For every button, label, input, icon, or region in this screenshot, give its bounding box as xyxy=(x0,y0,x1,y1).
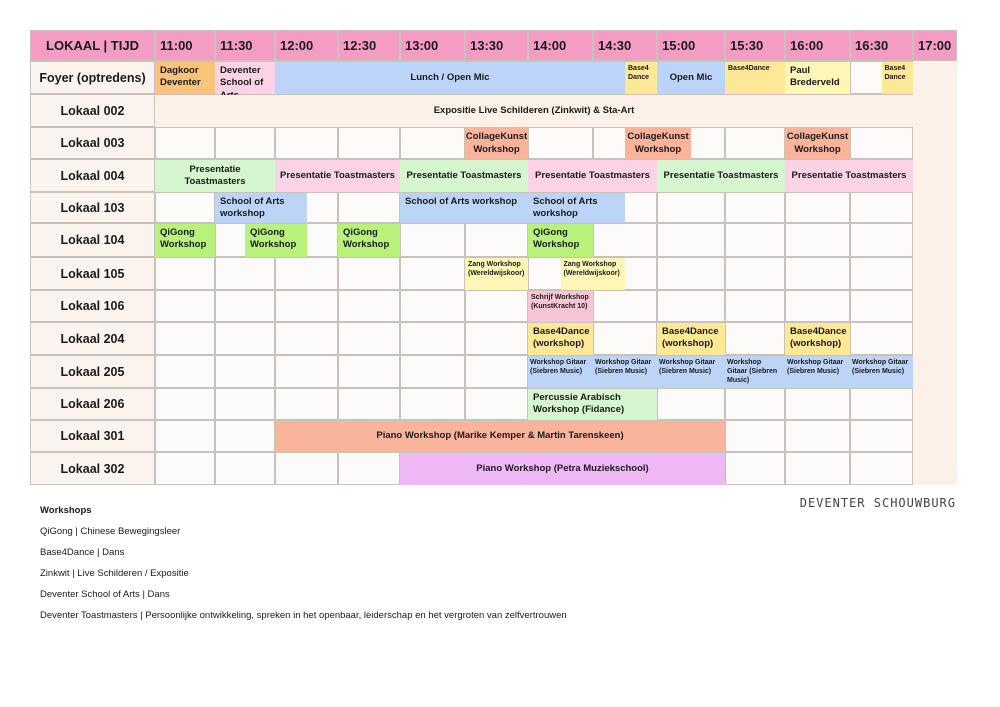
room-label: Lokaal 205 xyxy=(30,355,155,388)
event-block: Presentatie Toastmasters xyxy=(400,160,528,192)
grid-cell xyxy=(400,388,465,420)
event-block: Workshop Gitaar (Siebren Music) xyxy=(657,356,725,388)
grid-cell xyxy=(657,290,725,322)
room-label: Lokaal 004 xyxy=(30,159,155,192)
grid-cell xyxy=(850,127,913,159)
header-time: 12:30 xyxy=(338,30,400,61)
event-block: School of Arts workshop xyxy=(400,193,528,223)
room-label: Lokaal 301 xyxy=(30,420,155,452)
header-time: 13:00 xyxy=(400,30,465,61)
event-block: Workshop Gitaar (Siebren Music) xyxy=(528,356,593,388)
event-block: Workshop Gitaar (Siebren Music) xyxy=(850,356,913,388)
event-block: Percussie Arabisch Workshop (Fidance) xyxy=(528,389,657,420)
grid-cell xyxy=(338,452,400,485)
grid-cell xyxy=(785,388,850,420)
event-block: School of Arts workshop xyxy=(528,193,625,223)
event-block: Schrijf Workshop (KunstKracht 10) xyxy=(528,291,593,322)
event-block: Base4Dance (workshop) xyxy=(785,323,850,355)
legend-item-base4dance: Base4Dance | Dans xyxy=(40,547,125,558)
event-block: Lunch / Open Mic xyxy=(275,62,625,94)
grid-cell xyxy=(785,192,850,223)
grid-cell xyxy=(215,257,275,290)
event-block: CollageKunst Workshop xyxy=(785,128,850,159)
grid-cell xyxy=(657,257,725,290)
grid-cell xyxy=(785,452,850,485)
grid-cell xyxy=(657,223,725,257)
grid-cell xyxy=(850,322,913,355)
grid-cell xyxy=(850,223,913,257)
grid-cell xyxy=(338,192,400,223)
room-label: Lokaal 002 xyxy=(30,94,155,127)
grid-cell xyxy=(215,127,275,159)
room-label: Lokaal 105 xyxy=(30,257,155,290)
event-block: Base4Dance xyxy=(725,62,785,94)
grid-cell xyxy=(725,420,785,452)
event-block: CollageKunst Workshop xyxy=(625,128,691,159)
grid-cell xyxy=(338,355,400,388)
room-label: Lokaal 204 xyxy=(30,322,155,355)
room-label: Foyer (optredens) xyxy=(30,61,155,94)
grid-cell xyxy=(465,290,528,322)
grid-cell xyxy=(400,355,465,388)
event-block: QiGong Workshop xyxy=(528,224,593,257)
event-block: Base4Dance (workshop) xyxy=(528,323,593,355)
grid-cell xyxy=(400,223,465,257)
grid-cell xyxy=(593,223,657,257)
grid-cell xyxy=(215,420,275,452)
grid-cell xyxy=(155,452,215,485)
legend-heading: Workshops xyxy=(40,505,92,516)
grid-cell xyxy=(155,388,215,420)
event-block: Workshop Gitaar (Siebren Music) xyxy=(725,356,785,388)
grid-cell xyxy=(155,257,215,290)
header-time: 11:00 xyxy=(155,30,215,61)
grid-cell xyxy=(275,388,338,420)
event-block: Paul Brederveld xyxy=(785,62,850,94)
grid-cell xyxy=(465,355,528,388)
grid-cell xyxy=(593,290,657,322)
grid-cell xyxy=(155,192,215,223)
grid-cell xyxy=(400,322,465,355)
event-block: QiGong Workshop xyxy=(155,224,215,257)
header-corner: LOKAAL | TIJD xyxy=(30,30,155,61)
grid-cell xyxy=(275,322,338,355)
event-block: Base4Dance (workshop) xyxy=(657,323,725,355)
grid-cell xyxy=(215,452,275,485)
grid-cell xyxy=(215,290,275,322)
grid-cell xyxy=(338,388,400,420)
header-time: 15:30 xyxy=(725,30,785,61)
header-time: 15:00 xyxy=(657,30,725,61)
event-block: Base4 Dance xyxy=(882,62,914,94)
grid-cell xyxy=(725,388,785,420)
event-block: Zang Workshop (Wereldwijskoor) xyxy=(465,258,528,290)
sidebar-column xyxy=(913,61,957,485)
grid-cell xyxy=(725,223,785,257)
event-block: QiGong Workshop xyxy=(338,224,400,257)
event-block: Open Mic xyxy=(657,62,725,94)
event-block: Workshop Gitaar (Siebren Music) xyxy=(593,356,657,388)
grid-cell xyxy=(465,388,528,420)
header-time: 11:30 xyxy=(215,30,275,61)
header-time: 13:30 xyxy=(465,30,528,61)
grid-cell xyxy=(850,257,913,290)
event-block: Presentatie Toastmasters xyxy=(155,160,275,192)
grid-cell xyxy=(785,290,850,322)
event-block: Presentatie Toastmasters xyxy=(785,160,913,192)
grid-cell xyxy=(785,420,850,452)
header-time: 12:00 xyxy=(275,30,338,61)
grid-cell xyxy=(400,290,465,322)
grid-cell xyxy=(275,290,338,322)
grid-cell xyxy=(275,355,338,388)
room-label: Lokaal 302 xyxy=(30,452,155,485)
event-block: Presentatie Toastmasters xyxy=(657,160,785,192)
grid-cell xyxy=(155,355,215,388)
grid-cell xyxy=(725,322,785,355)
event-block: Piano Workshop (Petra Muziekschool) xyxy=(400,453,725,485)
legend xyxy=(40,505,567,631)
legend-item-toastmasters: Deventer Toastmasters | Persoonlijke ontwikkeling, spreken in het openbaar, leiderschap en het vergroten van zelfvertrouwen xyxy=(40,610,567,621)
grid-cell xyxy=(215,355,275,388)
legend-item-school-of-arts: Deventer School of Arts | Dans xyxy=(40,589,170,600)
grid-cell xyxy=(528,127,593,159)
grid-cell xyxy=(155,127,215,159)
grid-cell xyxy=(850,192,913,223)
event-block: Expositie Live Schilderen (Zinkwit) & Sta-Art xyxy=(155,95,913,127)
legend-item-zinkwit: Zinkwit | Live Schilderen / Expositie xyxy=(40,568,189,579)
header-time: 16:30 xyxy=(850,30,913,61)
grid-cell xyxy=(593,322,657,355)
room-label: Lokaal 106 xyxy=(30,290,155,322)
grid-cell xyxy=(725,257,785,290)
grid-cell xyxy=(657,388,725,420)
grid-cell xyxy=(275,452,338,485)
event-block: QiGong Workshop xyxy=(245,224,307,257)
event-block: Dagkoor Deventer xyxy=(155,62,215,94)
grid-cell xyxy=(155,322,215,355)
grid-cell xyxy=(850,452,913,485)
grid-cell xyxy=(785,223,850,257)
legend-item-qigong: QiGong | Chinese Bewegingsleer xyxy=(40,526,181,537)
event-block: Base4 Dance xyxy=(625,62,657,94)
room-label: Lokaal 103 xyxy=(30,192,155,223)
room-label: Lokaal 104 xyxy=(30,223,155,257)
grid-cell xyxy=(155,290,215,322)
grid-cell xyxy=(657,192,725,223)
grid-cell xyxy=(338,257,400,290)
event-block: Presentatie Toastmasters xyxy=(275,160,400,192)
grid-cell xyxy=(850,388,913,420)
grid-cell xyxy=(275,127,338,159)
event-block: CollageKunst Workshop xyxy=(465,128,528,159)
grid-cell xyxy=(465,322,528,355)
grid-cell xyxy=(155,420,215,452)
event-block: Presentatie Toastmasters xyxy=(528,160,657,192)
grid-cell xyxy=(215,388,275,420)
grid-cell xyxy=(338,322,400,355)
event-block: Piano Workshop (Marike Kemper & Martin Tarenskeen) xyxy=(275,421,725,452)
grid-cell xyxy=(850,420,913,452)
event-block: School of Arts workshop xyxy=(215,193,307,223)
event-block: Zang Workshop (Wereldwijskoor) xyxy=(561,258,626,290)
grid-cell xyxy=(725,127,785,159)
grid-cell xyxy=(400,127,465,159)
header-time: 14:30 xyxy=(593,30,657,61)
grid-cell xyxy=(725,452,785,485)
grid-cell xyxy=(400,257,465,290)
room-label: Lokaal 206 xyxy=(30,388,155,420)
grid-cell xyxy=(215,322,275,355)
header-time: 14:00 xyxy=(528,30,593,61)
grid-cell xyxy=(338,290,400,322)
event-block: Deventer School of xyxy=(215,62,275,94)
header-time: 17:00 xyxy=(913,30,957,61)
grid-cell xyxy=(465,223,528,257)
header-time: 16:00 xyxy=(785,30,850,61)
grid-cell xyxy=(850,290,913,322)
grid-cell xyxy=(785,257,850,290)
grid-cell xyxy=(275,257,338,290)
grid-cell xyxy=(725,192,785,223)
grid-cell xyxy=(338,127,400,159)
event-block: Workshop Gitaar (Siebren Music) xyxy=(785,356,850,388)
grid-cell xyxy=(725,290,785,322)
room-label: Lokaal 003 xyxy=(30,127,155,159)
brand-logo: DEVENTER SCHOUWBURG xyxy=(799,496,956,510)
